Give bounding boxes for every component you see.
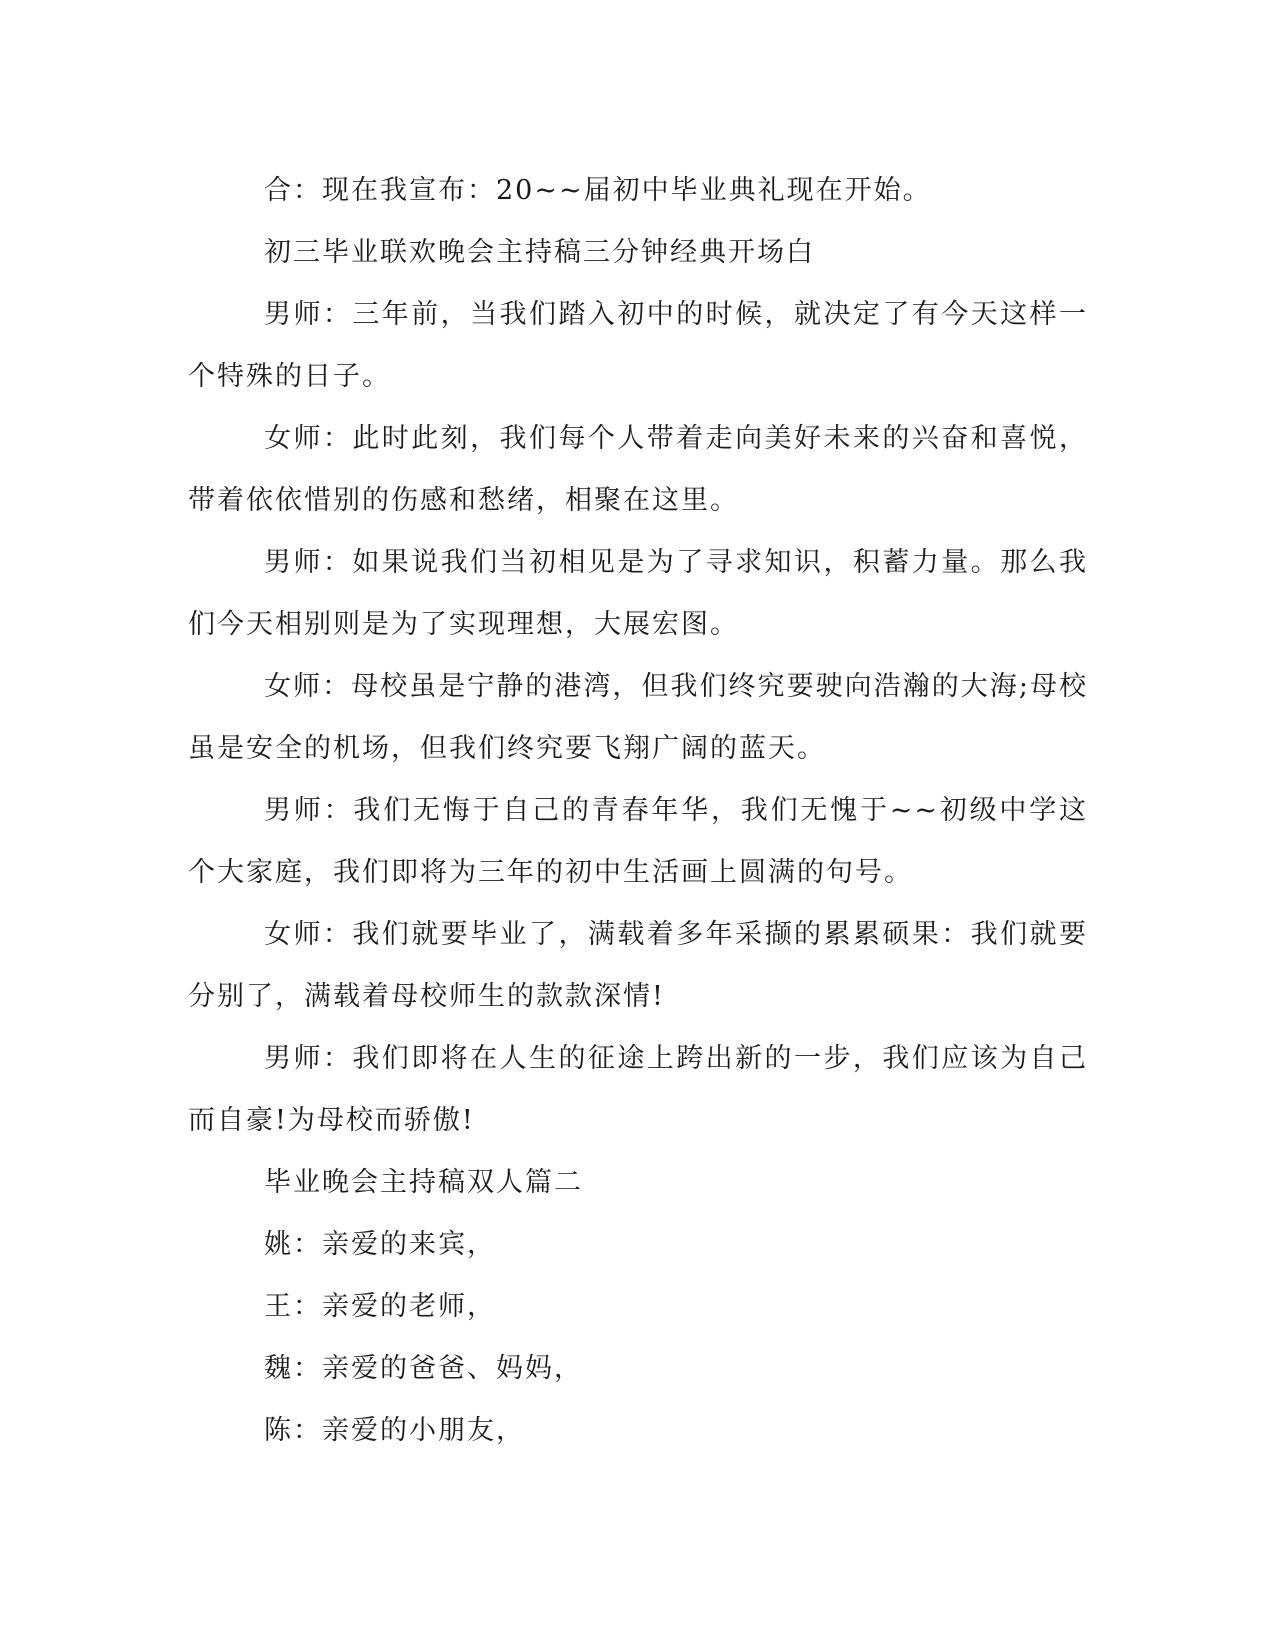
document-body <box>188 160 1088 1462</box>
paragraph-male-teacher-4: 男师：我们即将在人生的征途上跨出新的一步，我们应该为自己而自豪!为母校而骄傲! <box>188 1043 1088 1136</box>
line-chen: 陈：亲爱的小朋友， <box>264 1415 525 1446</box>
paragraph-male-teacher-2: 男师：如果说我们当初相见是为了寻求知识，积蓄力量。那么我们今天相别则是为了实现理想，大展宏图。 <box>188 547 1088 640</box>
paragraph-male-teacher-3: 男师：我们无悔于自己的青春年华，我们无愧于~~初级中学这个大家庭，我们即将为三年的初中生活画上圆满的句号。 <box>188 795 1088 888</box>
section-heading-part-two: 毕业晚会主持稿双人篇二 <box>264 1167 583 1198</box>
paragraph-female-teacher-3: 女师：我们就要毕业了，满载着多年采撷的累累硕果：我们就要分别了，满载着母校师生的款款深情! <box>188 919 1088 1012</box>
line-wang: 王：亲爱的老师， <box>264 1291 496 1322</box>
line-yao: 姚：亲爱的来宾， <box>264 1229 496 1260</box>
section-heading-opening: 初三毕业联欢晚会主持稿三分钟经典开场白 <box>264 237 815 268</box>
paragraph-male-teacher-1: 男师：三年前，当我们踏入初中的时候，就决定了有今天这样一个特殊的日子。 <box>188 299 1088 392</box>
paragraph-female-teacher-1: 女师：此时此刻，我们每个人带着走向美好未来的兴奋和喜悦，带着依依惜别的伤感和愁绪，相聚在这里。 <box>188 423 1088 516</box>
paragraph-announcement: 合：现在我宣布：20~~届初中毕业典礼现在开始。 <box>264 175 932 206</box>
paragraph-female-teacher-2: 女师：母校虽是宁静的港湾，但我们终究要驶向浩瀚的大海;母校虽是安全的机场，但我们终究要飞翔广阔的蓝天。 <box>188 671 1088 764</box>
line-wei: 魏：亲爱的爸爸、妈妈， <box>264 1353 583 1384</box>
